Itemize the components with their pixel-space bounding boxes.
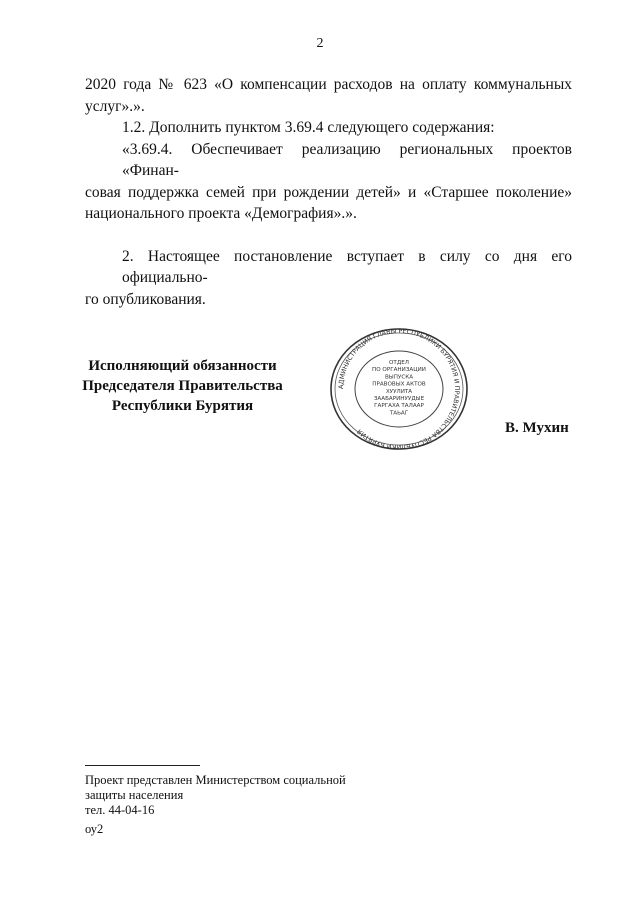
signatory-line: Исполняющий обязанности	[88, 358, 277, 374]
stamp-center-line: ПО ОРГАНИЗАЦИИ	[372, 367, 426, 374]
document-code: оу2	[85, 822, 104, 836]
body-line: «3.69.4. Обеспечивает реализацию региональных проектов «Финан-	[122, 140, 572, 179]
body-line: го опубликования.	[85, 290, 206, 308]
official-stamp-seal	[318, 326, 480, 452]
body-line: 2. Настоящее постановление вступает в силу со дня его официально-	[122, 247, 572, 286]
stamp-center-line: ОТДЕЛ	[389, 360, 409, 366]
footnote-divider	[85, 765, 200, 766]
body-line: 1.2. Дополнить пунктом 3.69.4 следующего содержания:	[122, 119, 495, 136]
stamp-center-line: ВЫПУСКА	[384, 374, 414, 381]
stamp-center-line: ТАЬАГ	[389, 410, 409, 417]
body-line: 2020 года № 623 «О компенсации расходов на оплату коммунальных	[85, 76, 572, 93]
body-line: услуг».».	[85, 97, 145, 115]
stamp-center-line: ГАРГАХА ТАЛААР	[374, 403, 424, 410]
footnote	[85, 773, 346, 818]
page-number: 2	[316, 36, 324, 51]
document-body	[85, 74, 572, 310]
body-line: совая поддержка семей при рождении детей» и «Старшее поколение»	[85, 183, 572, 201]
signatory-title	[80, 356, 285, 416]
stamp-center-line: ПРАВОВЫХ АКТОВ	[372, 381, 426, 388]
footnote-line: Проект представлен Министерством социальной	[85, 773, 346, 787]
stamp-ring-text: АДМИНИСТРАЦИЯ ГЛАВЫ РЕСПУБЛИКИ БУРЯТИЯ И ПРАВИТЕЛЬСТВА РЕСПУБЛИКИ БУРЯТИЯ	[336, 326, 462, 452]
stamp-center-line: ХУУЛИТА	[385, 388, 413, 395]
signatory-line: Председателя Правительства	[82, 378, 283, 394]
footnote-line: защиты населения	[85, 788, 184, 802]
footnote-line: тел. 44-04-16	[85, 803, 155, 817]
signatory-line: Республики Бурятия	[111, 398, 254, 414]
signer-name: В. Мухин	[505, 420, 569, 436]
stamp-center-line: ЗААБАРИНУУДЫЕ	[373, 396, 425, 402]
body-line: национального проекта «Демография».».	[85, 205, 357, 222]
